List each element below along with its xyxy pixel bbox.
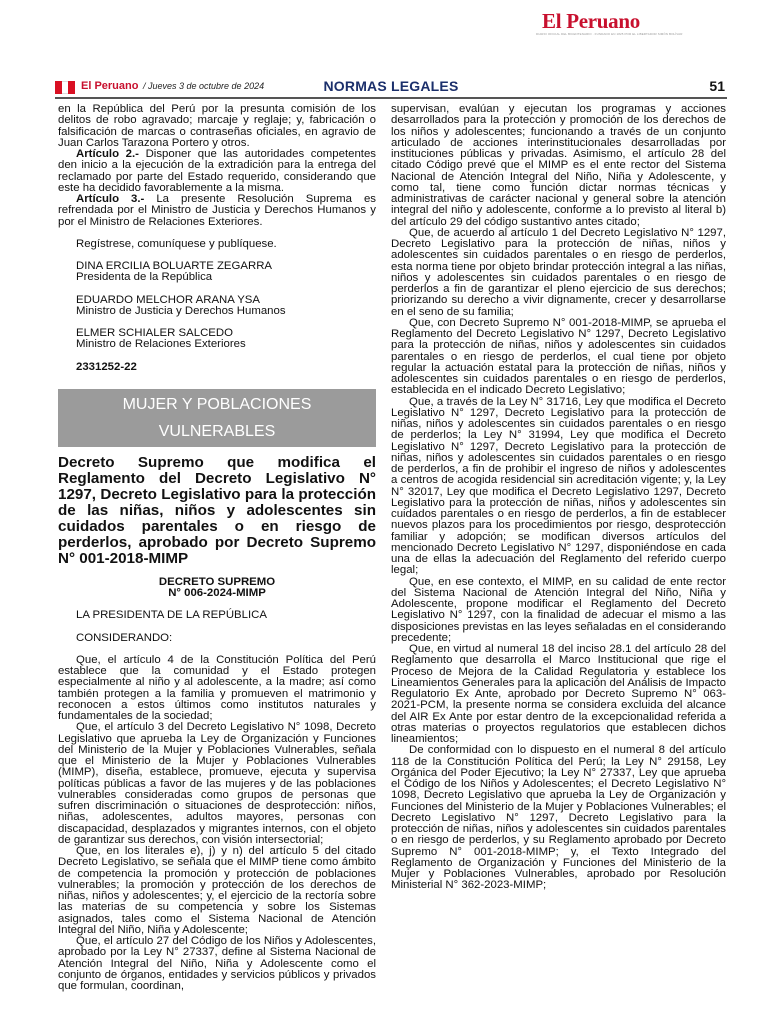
header-section: NORMAS LEGALES bbox=[323, 78, 459, 94]
decree-title: Decreto Supremo que modifica el Reglamento del Decreto Legislativo N° 1297, Decreto Legislativo para la protección de las niñas, niños y adolescentes sin cuidados parentales o en riesgo de perderlos, aprobado por Decreto Supremo N° 001-2018-MIMP bbox=[58, 453, 376, 567]
section-banner bbox=[58, 389, 376, 447]
paragraph: Que, el artículo 3 del Decreto Legislativo N° 1098, Decreto Legislativo que aprueba la Ley de Organización y Funciones del Ministerio de la Mujer y Poblaciones Vulnerables, señala que el Ministerio de la Mujer y Poblaciones Vulnerables (MIMP), diseña, establece, promueve, ejecuta y supervisa políticas públicas a favor de las mujeres y de las poblaciones vulnerables consideradas como grupos de personas que sufren discriminación o situaciones de desprotección: niños, niñas, adolescentes, adultos mayores, personas con discapacidad, desplazados y migrantes internos, con el objeto de garantizar sus derechos, con visión intersectorial; bbox=[58, 721, 376, 846]
article-2 bbox=[58, 149, 376, 194]
signatory-role: Ministro de Justicia y Derechos Humanos bbox=[76, 304, 286, 317]
paragraph: Que, a través de la Ley N° 31716, Ley que modifica el Decreto Legislativo N° 1297, Decreto Legislativo para la protección de niñas, niños y adolescentes sin cuidados parentales o en riesgo de perderlos; la Ley N° 31994, Ley que modifica el Decreto Legislativo N° 1297, Decreto Legislativo para la protección de niñas, niños y adolescentes sin cuidados parentales o en riesgo de perderlos, a fin de prohibir el ingreso de niños y adolescentes a centros de acogida residencial sin acreditación vigente; y, la Ley N° 32017, Ley que modifica el Decreto Legislativo 1297, Decreto Legislativo para la protección de niñas, niños y adolescentes sin cuidados parentales o en riesgo de perderlos, a fin de establecer nuevos plazos para los procedimientos por riesgo, desprotección familiar y adopción; se modifican diversos artículos del mencionado Decreto Legislativo N° 1297, disponiéndose en cada una de ellas la adecuación del Reglamento del referido cuerpo legal; bbox=[391, 395, 726, 577]
paragraph: Que, en virtud al numeral 18 del inciso 28.1 del artículo 28 del Reglamento que desarrolla el Marco Institucional que rige el Proceso de Mejora de la Calidad Regulatoria y establece los Lineamientos Generales para la aplicación del Análisis de Impacto Regulatorio Ex Ante, aprobado por Decreto Supremo N° 063-2021-PCM, la presente norma se considera excluida del alcance del AIR Ex Ante por estar dentro de la excepcionalidad referida a otras materias o proyectos regulatorios que establecen dichos lineamientos; bbox=[391, 643, 726, 745]
register-line: Regístrese, comuníquese y publíquese. bbox=[76, 237, 277, 250]
masthead-logo bbox=[536, 9, 683, 36]
peru-flag-icon bbox=[55, 81, 75, 94]
paragraph: Que, en ese contexto, el MIMP, en su calidad de ente rector del Sistema Nacional de Atención Integral del Niño, Niña y Adolescente, propone modificar el Reglamento del Decreto Legislativo N° 1297, con la finalidad de adecuar el mismo a las disposiciones previstas en las leyes señaladas en el considerando precedente; bbox=[391, 575, 726, 644]
masthead-tagline: DIARIO OFICIAL DEL BICENTENARIO · FUNDADO EN 1825 POR EL LIBERTADOR SIMÓN BOLÍVAR bbox=[536, 32, 683, 36]
header-paper-name: El Peruano bbox=[81, 80, 139, 92]
paragraph: De conformidad con lo dispuesto en el numeral 8 del artículo 118 de la Constitución Política del Perú; la Ley N° 29158, Ley Orgánica del Poder Ejecutivo; la Ley N° 27337, Ley que aprueba el Código de los Niños y Adolescentes; el Decreto Legislativo N° 1098, Decreto Legislativo que aprueba la Ley de Organización y Funciones del Ministerio de la Mujer y Poblaciones Vulnerables; el Decreto Legislativo N° 1297, Decreto Legislativo para la protección de niñas, niños y adolescentes sin cuidados parentales o en riesgo de perderlos, y su Reglamento aprobado por Decreto Supremo N° 001-2018-MIMP; y, el Texto Integrado del Reglamento de Organización y Funciones del Ministerio de la Mujer y Poblaciones Vulnerables, aprobado por Resolución Ministerial N° 362-2023-MIMP; bbox=[391, 744, 726, 892]
considering-heading: CONSIDERANDO: bbox=[76, 631, 173, 644]
article-label: Artículo 2.- bbox=[76, 148, 139, 160]
paragraph: Que, el artículo 27 del Código de los Niños y Adolescentes, aprobado por la Ley N° 27337, define al Sistema Nacional de Atención Integral del Niño, Niña y Adolescente como el conjunto de órganos, entidades y servicios públicos y privados que formulan, coordinan, bbox=[58, 935, 376, 992]
section-title-line1: MUJER Y POBLACIONES bbox=[122, 395, 312, 413]
column-right bbox=[391, 104, 726, 892]
column-left bbox=[58, 104, 376, 992]
page-number: 51 bbox=[709, 78, 725, 94]
paragraph: en la República del Perú por la presunta comisión de los delitos de robo agravado; marcaje y reglaje; y, fabricación o falsificación de marcas o contraseñas oficiales, en agravio de Juan Carlos Tarazona Portero y otros. bbox=[58, 103, 376, 149]
signatory-name: ELMER SCHIALER SALCEDO bbox=[76, 327, 233, 339]
paragraph: supervisan, evalúan y ejecutan los programas y acciones desarrollados para la protección y promoción de los derechos de los niños y adolescentes; funcionando a través de un conjunto articulado de acciones interinstitucionales desarrolladas por instituciones públicas y privadas. Asimismo, el artículo 28 del citado Código prevé que el MIMP es el ente rector del Sistema Nacional de Atención Integral del Niño, Niña y Adolescente, y como tal, tiene como función dictar normas técnicas y administrativas de carácter nacional y general sobre la atención integral del niño y adolescente, conforme a lo previsto al literal b) del artículo 29 del código sustantivo antes citado; bbox=[391, 103, 726, 228]
signatory-role: Ministro de Relaciones Exteriores bbox=[76, 338, 246, 351]
signatory-role: Presidenta de la República bbox=[76, 271, 213, 284]
article-text: La presente Resolución Suprema es refrendada por el Ministro de Justicia y Derechos Humanos y por el Ministro de Relaciones Exteriores. bbox=[58, 193, 376, 228]
decree-label: DECRETO SUPREMO bbox=[158, 575, 276, 588]
article-label: Artículo 3.- bbox=[76, 193, 145, 205]
president-heading: LA PRESIDENTA DE LA REPÚBLICA bbox=[76, 609, 267, 622]
signatory-name: DINA ERCILIA BOLUARTE ZEGARRA bbox=[76, 260, 273, 272]
decree-number: N° 006-2024-MIMP bbox=[168, 587, 266, 599]
article-3 bbox=[58, 194, 376, 228]
article-text: Disponer que las autoridades competentes den inicio a la ejecución de la extradición para la entrega del reclamado por parte del Estado requerido, considerando que este ha decidido favorablemente a la misma. bbox=[58, 148, 376, 194]
paragraph: Que, el artículo 4 de la Constitución Política del Perú establece que la comunidad y el Estado protegen especialmente al niño y al adolescente, a la madre; así como también protegen a la familia y promueven el matrimonio y reconocen a estos últimos como institutos naturales y fundamentales de la sociedad; bbox=[58, 653, 376, 722]
paragraph: Que, de acuerdo al artículo 1 del Decreto Legislativo N° 1297, Decreto Legislativo para la protección de niñas, niños y adolescentes sin cuidados parentales o en riesgo de perderlos, esta norma tiene por objeto brindar protección integral a las niñas, niños y adolescentes sin cuidados parentales o en riesgo de perderlos a fin de garantizar el pleno ejercicio de sus derechos; priorizando su derecho a vivir dignamente, crecer y desarrollarse en el seno de su familia; bbox=[391, 226, 726, 318]
masthead-title: El Peruano bbox=[542, 9, 640, 33]
header-date: / Jueves 3 de octubre de 2024 bbox=[143, 81, 265, 91]
header-rule bbox=[55, 97, 727, 99]
section-title-line2: VULNERABLES bbox=[158, 422, 276, 440]
paragraph: Que, con Decreto Supremo N° 001-2018-MIMP, se aprueba el Reglamento del Decreto Legislativo N° 1297, Decreto Legislativo para la protección de niñas, niños y adolescentes sin cuidados parentales o en riesgo de perderlos, el cual tiene por objeto regular la actuación estatal para la protección de niñas, niños y adolescentes sin cuidados parentales o en riesgo de perderlos, establecida en el indicado Decreto Legislativo; bbox=[391, 316, 726, 397]
document-code: 2331252-22 bbox=[76, 360, 137, 373]
paragraph: Que, en los literales e), j) y n) del artículo 5 del citado Decreto Legislativo, se señala que el MIMP tiene como ámbito de competencia la promoción y protección de poblaciones vulnerables; la promoción y protección de los derechos de niñas, niños y adolescentes; y, el ejercicio de la rectoría sobre las materias de su competencia y sobre los Sistemas asignados, tales como el Sistema Nacional de Atención Integral del Niño, Niña y Adolescente; bbox=[58, 845, 376, 936]
page-header bbox=[55, 77, 727, 99]
signatory-name: EDUARDO MELCHOR ARANA YSA bbox=[76, 293, 260, 306]
